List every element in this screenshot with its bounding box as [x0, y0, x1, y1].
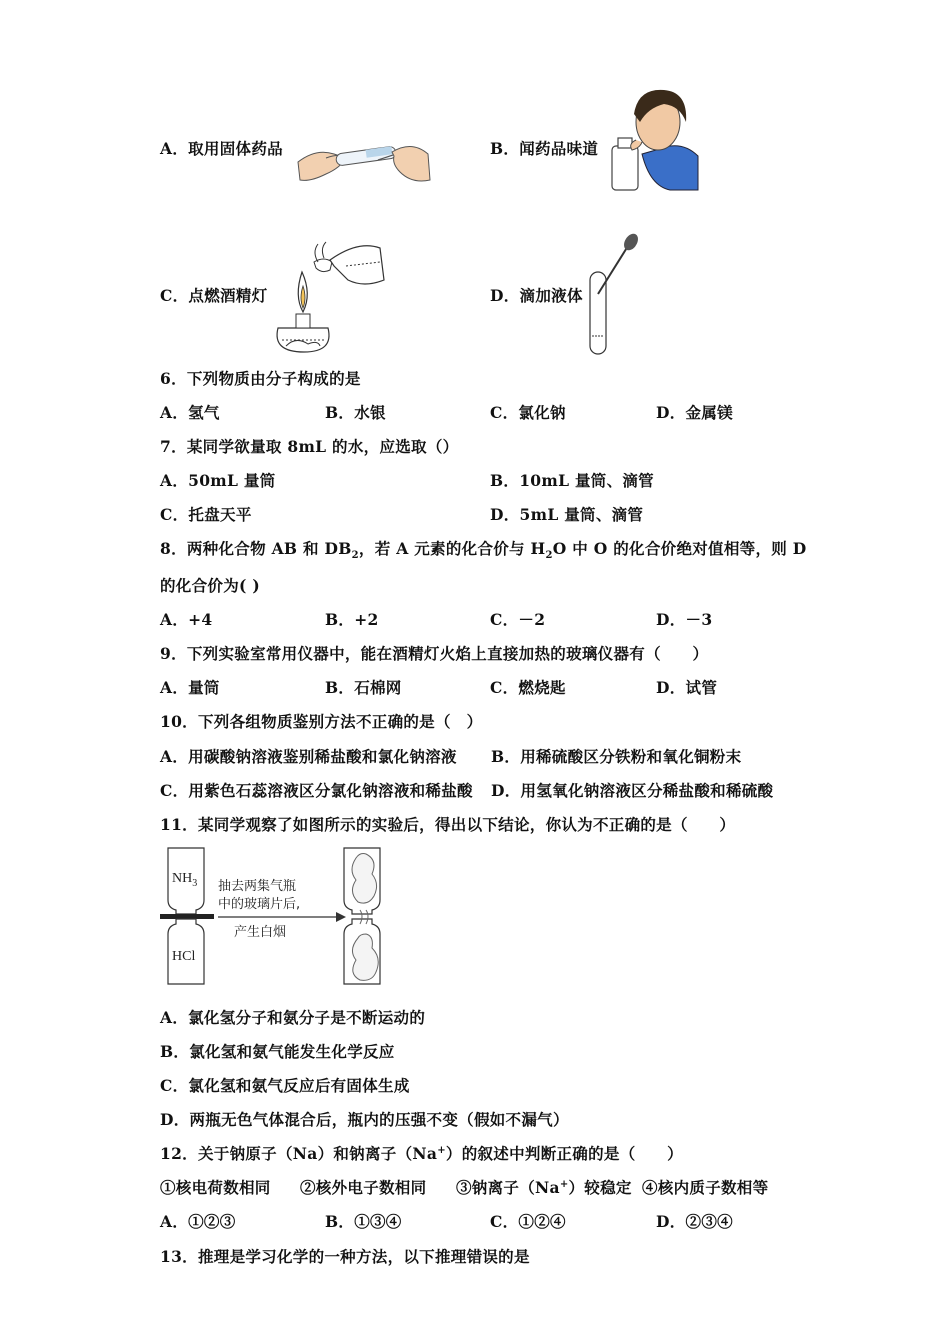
q12-option-b: B．①③④ — [325, 1212, 402, 1231]
figure-take-solid-drug — [296, 132, 432, 188]
q9-stem: 9．下列实验室常用仪器中，能在酒精灯火焰上直接加热的玻璃仪器有（ ） — [160, 644, 709, 663]
q10-stem: 10．下列各组物质鉴别方法不正确的是（ ） — [160, 712, 483, 731]
q8-option-a: A．+4 — [160, 610, 213, 629]
q11-option-b: B．氯化氢和氨气能发生化学反应 — [160, 1042, 395, 1061]
q12-option-d: D．②③④ — [656, 1212, 733, 1231]
figure-nh3-hcl-experiment — [160, 844, 390, 988]
q7-option-b: B．10mL 量筒、滴管 — [490, 471, 654, 490]
q10-option-a: A．用碳酸钠溶液鉴别稀盐酸和氯化钠溶液 — [160, 747, 457, 766]
label-nh3: $NH_3$ — [172, 871, 198, 889]
q10-option-c: C．用紫色石蕊溶液区分氯化钠溶液和稀盐酸 — [160, 781, 473, 800]
q8-option-c: C．－2 — [490, 610, 546, 629]
q12-option-c: C．①②④ — [490, 1212, 566, 1231]
q7-option-d: D．5mL 量筒、滴管 — [490, 505, 644, 524]
arrow-text-line1: 抽去两集气瓶 — [218, 879, 297, 894]
q11-stem: 11．某同学观察了如图所示的实验后，得出以下结论，你认为不正确的是（ ） — [160, 815, 736, 834]
q6-option-d: D．金属镁 — [656, 403, 733, 422]
q8-option-b: B．+2 — [325, 610, 379, 629]
label-hcl: HCl — [172, 949, 196, 964]
q6-option-b: B．水银 — [325, 403, 386, 422]
q7-option-c: C．托盘天平 — [160, 505, 252, 524]
q12-statement-4: ④核内质子数相等 — [642, 1178, 769, 1197]
q11-option-c: C．氯化氢和氨气反应后有固体生成 — [160, 1076, 410, 1095]
q6-option-c: C．氯化钠 — [490, 403, 566, 422]
q6-stem: 6．下列物质由分子构成的是 — [160, 369, 361, 388]
figure-light-alcohol-lamp — [268, 236, 390, 356]
q12-statement-3: ③钠离子（Na+）较稳定 — [456, 1178, 632, 1197]
arrow-text-line2: 中的玻璃片后, — [218, 897, 301, 912]
q11-option-d: D．两瓶无色气体混合后，瓶内的压强不变（假如不漏气） — [160, 1110, 569, 1129]
q9-option-b: B．石棉网 — [325, 678, 402, 697]
q5-option-a: A．取用固体药品 — [160, 139, 283, 158]
q12-statement-2: ②核外电子数相同 — [300, 1178, 427, 1197]
q5-option-d: D．滴加液体 — [490, 286, 583, 305]
arrow-text-line3: 产生白烟 — [234, 925, 287, 940]
q10-option-b: B．用稀硫酸区分铁粉和氧化铜粉末 — [491, 747, 742, 766]
q11-option-a: A．氯化氢分子和氨分子是不断运动的 — [160, 1008, 426, 1027]
q9-option-d: D．试管 — [656, 678, 718, 697]
q9-option-a: A．量筒 — [160, 678, 220, 697]
q12-option-a: A．①②③ — [160, 1212, 236, 1231]
q8-stem-line2: 的化合价为( ) — [160, 576, 260, 595]
q7-stem: 7．某同学欲量取 8mL 的水，应选取（） — [160, 437, 459, 456]
q12-stem: 12．关于钠原子（Na）和钠离子（Na+）的叙述中判断正确的是（ ） — [160, 1144, 683, 1163]
figure-smell-drug — [610, 86, 700, 192]
q6-option-a: A．氢气 — [160, 403, 220, 422]
q7-option-a: A．50mL 量筒 — [160, 471, 276, 490]
q12-statement-1: ①核电荷数相同 — [160, 1178, 271, 1197]
q9-option-c: C．燃烧匙 — [490, 678, 566, 697]
q10-option-d: D．用氢氧化钠溶液区分稀盐酸和稀硫酸 — [491, 781, 774, 800]
q13-stem: 13．推理是学习化学的一种方法，以下推理错误的是 — [160, 1247, 530, 1266]
figure-drop-liquid — [584, 232, 640, 356]
q8-stem: 8．两种化合物 AB 和 $DB_2$，若 A 元素的化合价与 $H_2O$ 中 O 的化合价绝对值相等，则 D — [160, 539, 807, 562]
q8-option-d: D．－3 — [656, 610, 713, 629]
q5-option-b: B．闻药品味道 — [490, 139, 599, 158]
q5-option-c: C．点燃酒精灯 — [160, 286, 268, 305]
